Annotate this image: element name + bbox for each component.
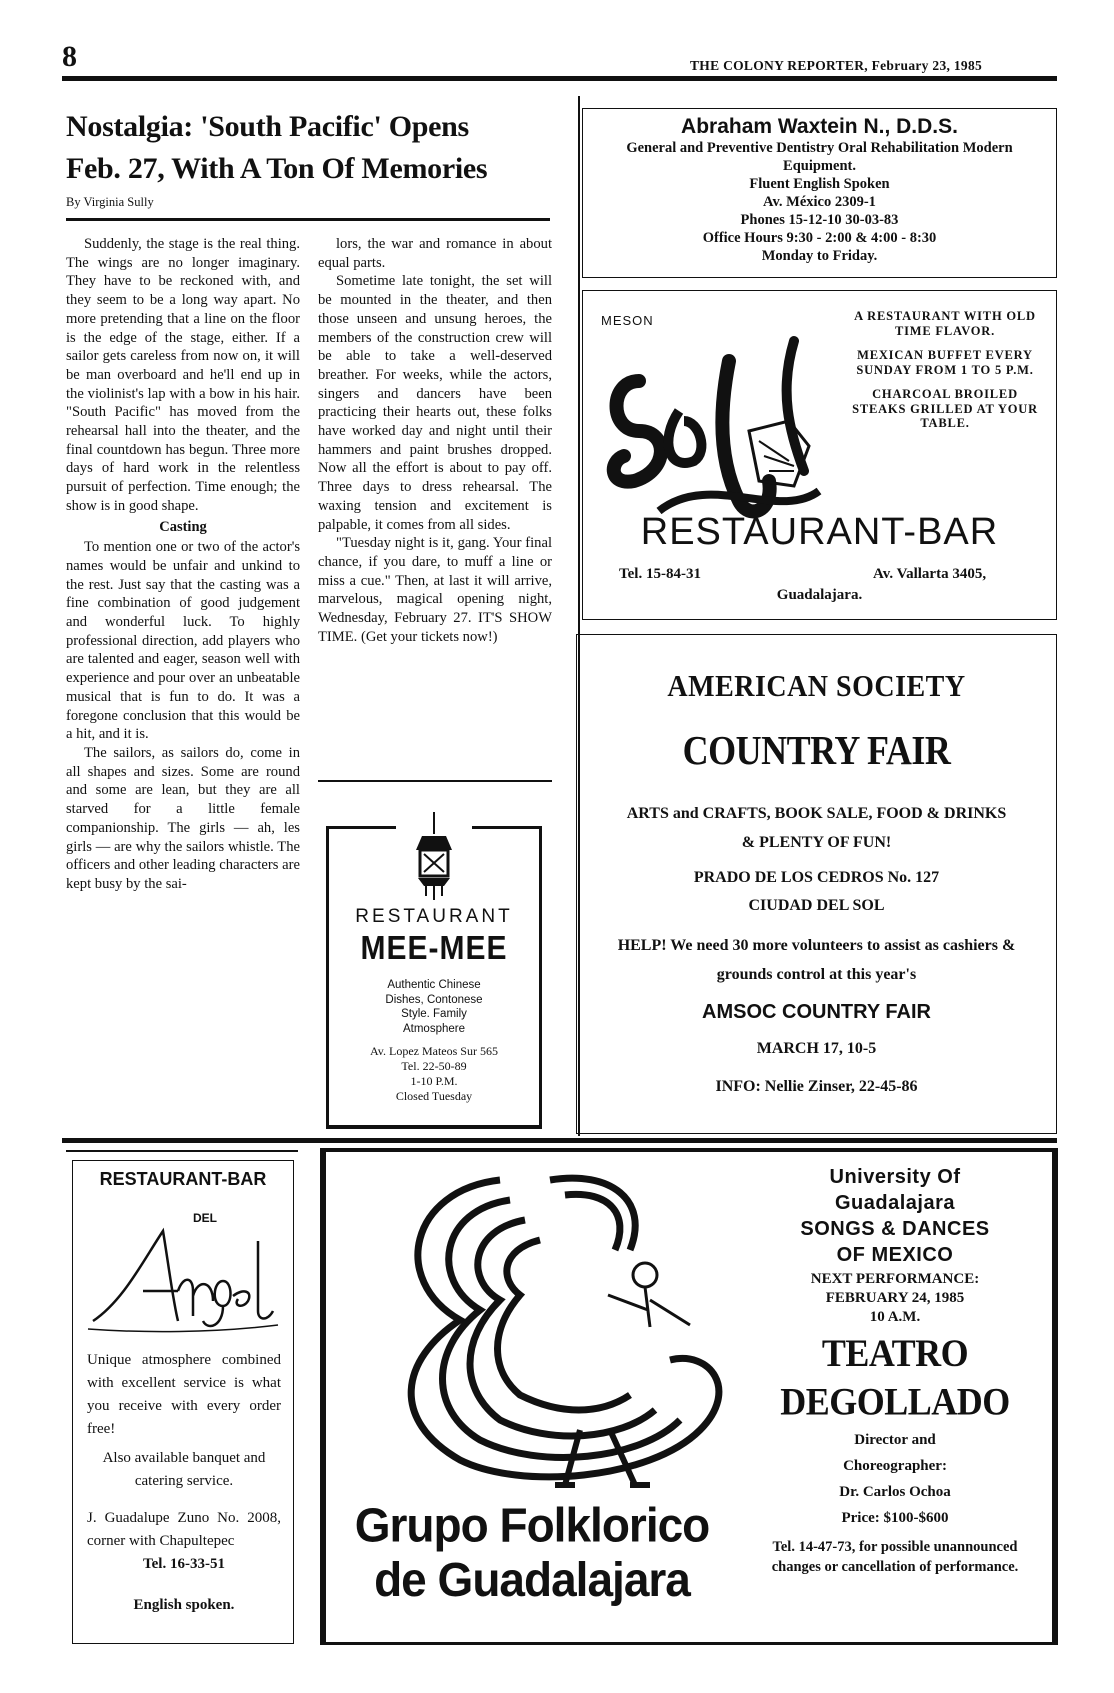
page-number: 8 [62,40,77,73]
price: Price: $100-$600 [841,1510,949,1526]
ad-mee-mee [326,812,542,1128]
fair-line-6: MARCH 17, 10-5 [756,1040,877,1057]
angel-line-2: Also available banquet and catering service. [102,1450,266,1489]
ad-san-rafael [582,290,1057,620]
ad-dentist [582,108,1057,278]
headline-line-2: Feb. 27, With A Ton Of Memories [66,152,488,185]
mee-mee-line-1: Authentic Chinese [387,979,481,991]
dancer-illustration [350,1160,770,1520]
mee-mee-line-3: Style. Family [401,1008,467,1020]
group-name-line-1: Grupo Folklorico [354,1497,710,1552]
director-line-1: Director and [854,1432,936,1448]
san-rafael-restaurant-bar: RESTAURANT-BAR [640,511,999,553]
dentist-name: Abraham Waxtein N., D.D.S. [681,115,958,138]
angel-line-5: English spoken. [133,1597,235,1613]
san-rafael-tel: Tel. 15-84-31 [619,566,701,582]
article-column-2 [318,235,552,646]
director-line-2: Choreographer: [843,1458,947,1474]
mee-mee-line-6: Tel. 22-50-89 [401,1059,467,1073]
san-rafael-logo [599,321,829,531]
fair-line-5: AMSOC COUNTRY FAIR [702,1001,931,1023]
headline [66,106,566,190]
san-rafael-city: Guadalajara. [776,587,863,603]
mee-mee-line-2: Dishes, Contonese [385,993,483,1006]
group-name-line-2: de Guadalajara [374,1552,690,1607]
fair-title-1: AMERICAN SOCIETY [667,669,966,704]
dentist-address: Av. México 2309-1 [763,194,876,210]
lantern-icon [404,812,464,902]
perf-line-1: NEXT PERFORMANCE: [810,1271,980,1287]
mee-mee-restaurant: RESTAURANT [355,906,513,927]
ad-angel [72,1160,294,1644]
mee-mee-line-7: 1-10 P.M. [410,1074,458,1088]
dentist-services: General and Preventive Dentistry Oral Rehabilitation Modern Equipment. [626,140,1013,174]
fair-title-2: COUNTRY FAIR [682,727,951,773]
mee-mee-line-5: Av. Lopez Mateos Sur 565 [370,1044,498,1058]
angel-line-1: Unique atmosphere combined with excellent service is what you receive with every order free! [87,1352,281,1437]
column-2-rule [318,780,552,782]
paragraph: lors, the war and romance in about equal parts. [318,236,552,271]
angel-del: DEL [193,1211,217,1225]
angel-line-3: J. Guadalupe Zuno No. 2008, corner with Chapultepec [87,1510,281,1549]
paragraph: Suddenly, the stage is the real thing. The wings are no longer imaginary. They have to be reckoned with, and they seem to be a long way apart. No more pretending that a line on the floor is the edge of the stage, either. If a sailor gets careless from now on, it will be man overboard and he'll end up in the violinist's lap with a bow in his hair. "South Pacific" has moved from the rehearsal hall into the theater, and the final countdown has begun. Three more days of hard work in the relentless pursuit of perfection. Time enough; the show is in good shape. [66,236,300,514]
paragraph: "Tuesday night is it, gang. Your final chance, if you dare, to muff a line or miss a cue." Then, at last it will arrive, marvelous, magical opening night, Wednesday, February 27. IT'S SHOW TIME. (Get your tickets now!) [318,535,552,645]
fair-line-7: INFO: Nellie Zinser, 22-45-86 [715,1078,918,1095]
header-rule [62,76,1057,81]
dentist-hours: Office Hours 9:30 - 2:00 & 4:00 - 8:30 [702,230,937,246]
uni-line-3: SONGS & DANCES [800,1218,990,1240]
dentist-english: Fluent English Spoken [749,176,890,192]
paragraph: The sailors, as sailors do, come in all shapes and sizes. Some are round and some are lean, but they are all starved for a little female companionship. The girls — ah, les girls — are why the sailors whistle. The officers and other leading characters are kept busy by the sai- [66,744,300,892]
perf-line-2: FEBRUARY 24, 1985 [825,1290,965,1306]
publication-line: THE COLONY REPORTER, February 23, 1985 [690,58,983,73]
perf-line-3: 10 A.M. [869,1309,921,1325]
san-rafael-tag-1: A RESTAURANT WITH OLD TIME FLAVOR. [854,309,1036,338]
fair-line-2: PRADO DE LOS CEDROS No. 127 [693,869,940,886]
paragraph: Sometime late tonight, the set will be mounted in the theater, and then those unseen and unsung heroes, the members of the construction crew will be able to take a well-deserved breather. For weeks, while the actors, singers and dancers have been practicing their hearts out, these folks have worked day and night until their hammers and paint brushes dropped. Now all the effort is about to pay off. Three days to dress rehearsal. The waxing tension and excitement is palpable, it comes from all sides. [318,273,552,533]
teatro-line-2: DEGOLLADO [780,1379,1010,1424]
teatro-line-1: TEATRO [821,1330,969,1375]
article-column-1 [66,235,300,894]
san-rafael-address: Av. Vallarta 3405, [873,566,987,582]
folklorico-tel: Tel. 14-47-73, for possible unannounced changes or cancellation of performance. [771,1539,1019,1575]
fair-line-3: CIUDAD DEL SOL [748,897,885,914]
fair-line-1: ARTS and CRAFTS, BOOK SALE, FOOD & DRINKS & PLENTY OF FUN! [626,805,1007,851]
subhead-casting: Casting [159,518,207,535]
ad-folklorico [320,1148,1058,1648]
paragraph: To mention one or two of the actor's names would be unfair and unkind to the rest. Just say that the casting was a fine combination of good judgement and wonderful luck. To highly professional direction, add players who are talented and eager, season well with experience and pour over an unbeatable musical that is fun to do. It was a foregone conclusion that this would be a hit, and it is. [66,539,300,743]
mee-mee-line-8: Closed Tuesday [395,1089,473,1103]
angel-line-4: Tel. 16-33-51 [143,1556,225,1572]
angel-top-rule [66,1150,298,1152]
fair-line-4: HELP! We need 30 more volunteers to assist as cashiers & grounds control at this year's [617,937,1016,983]
dentist-phones: Phones 15-12-10 30-03-83 [740,212,899,228]
angel-logo [83,1221,283,1341]
byline-rule [66,218,550,221]
ad-country-fair [576,634,1057,1134]
dentist-days: Monday to Friday. [761,248,878,264]
uni-line-4: OF MEXICO [836,1244,954,1266]
mee-mee-line-4: Atmosphere [402,1022,465,1035]
byline: By Virginia Sully [66,195,154,209]
uni-line-1: University Of [829,1166,961,1188]
director-line-3: Dr. Carlos Ochoa [839,1484,951,1500]
group-name [342,1497,722,1606]
angel-title: RESTAURANT-BAR [99,1169,267,1189]
headline-line-1: Nostalgia: 'South Pacific' Opens [66,110,469,143]
uni-line-2: Guadalajara [834,1192,955,1214]
mee-mee-name: MEE-MEE [360,930,508,967]
meson-label: MESON [601,313,654,328]
san-rafael-tag-3: CHARCOAL BROILED STEAKS GRILLED AT YOUR TABLE. [852,387,1038,430]
san-rafael-tag-2: MEXICAN BUFFET EVERY SUNDAY FROM 1 TO 5 P.M. [856,348,1034,377]
section-rule [62,1138,1057,1143]
